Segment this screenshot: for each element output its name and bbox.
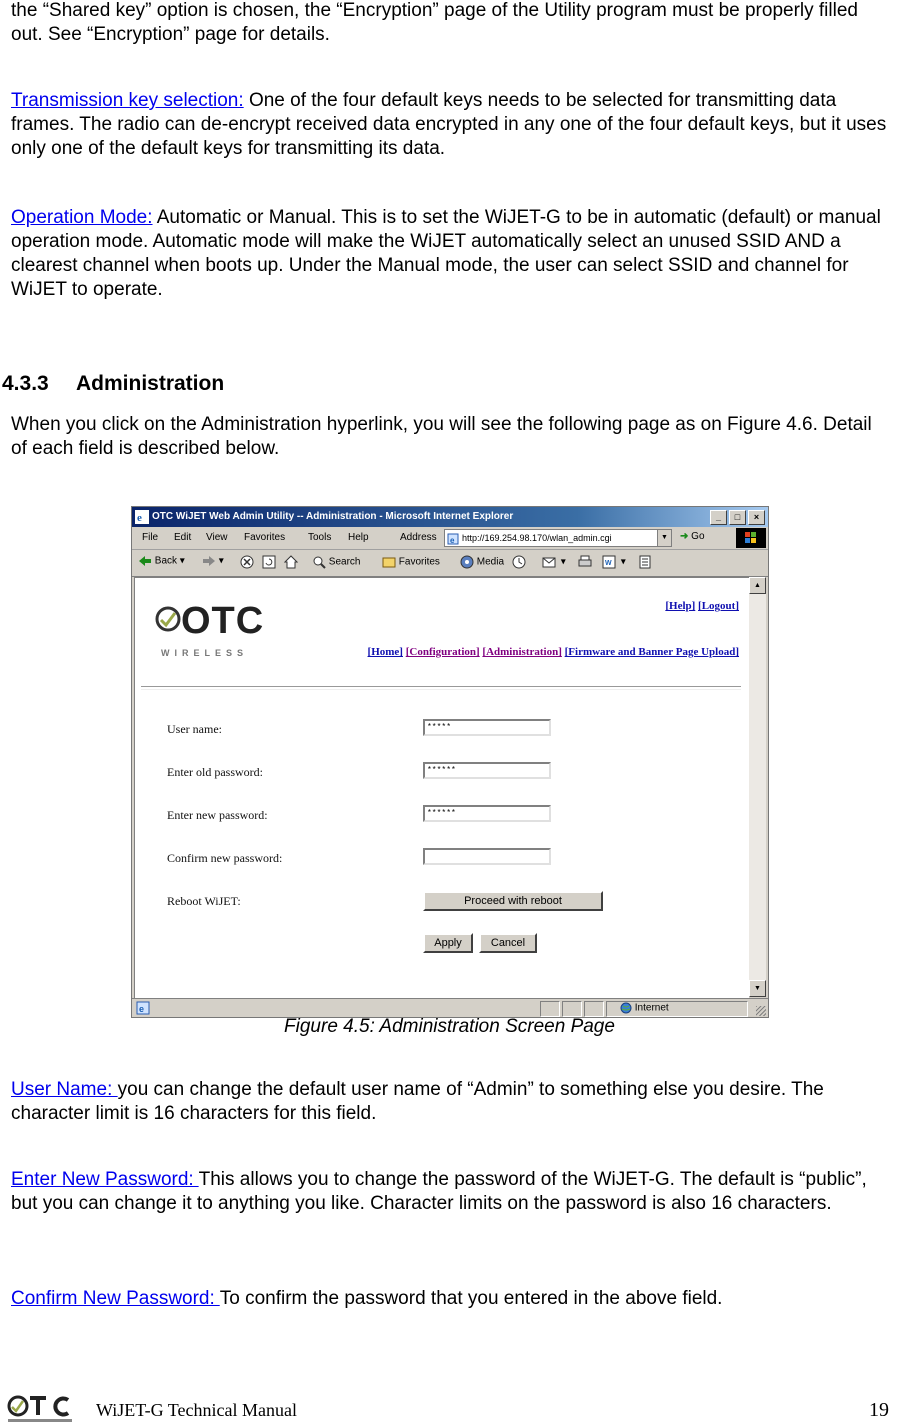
nav-firmware-link[interactable]: [Firmware and Banner Page Upload]	[564, 646, 739, 658]
user-name-term: User Name:	[11, 1079, 118, 1100]
status-zone	[620, 1002, 669, 1014]
menu-bar	[132, 527, 768, 550]
back-button[interactable]: Back ▾	[138, 555, 185, 567]
discuss-button[interactable]	[638, 555, 652, 569]
menu-tools[interactable]: Tools	[308, 532, 332, 543]
search-button[interactable]	[312, 555, 360, 569]
maximize-button[interactable]: □	[729, 510, 746, 525]
nav-links	[368, 646, 739, 658]
user-name-input[interactable]: *****	[423, 719, 551, 736]
nav-configuration-link[interactable]: [Configuration]	[405, 646, 480, 658]
back-label: Back	[154, 555, 178, 567]
section-title: Administration	[76, 372, 225, 395]
confirm-password-term: Confirm New Password:	[11, 1288, 220, 1309]
new-password-label: Enter new password:	[167, 808, 268, 822]
user-name-paragraph	[11, 1078, 891, 1126]
browser-titlebar	[132, 507, 768, 527]
address-dropdown-icon[interactable]: ▼	[657, 530, 671, 546]
globe-icon	[620, 1002, 632, 1014]
tx-key-term: Transmission key selection:	[11, 90, 244, 111]
section-heading	[2, 372, 224, 396]
stop-button[interactable]	[240, 555, 254, 569]
user-name-label: User name:	[167, 722, 222, 736]
forward-button[interactable]: ▾	[202, 555, 224, 567]
print-icon	[578, 555, 592, 569]
cancel-button[interactable]: Cancel	[479, 933, 537, 953]
history-button[interactable]	[512, 555, 526, 569]
home-icon	[284, 555, 298, 569]
mail-button[interactable]: ▾	[542, 555, 566, 569]
discuss-icon	[638, 555, 652, 569]
status-cell	[584, 1001, 604, 1017]
go-button[interactable]	[680, 531, 705, 542]
minimize-button[interactable]: _	[710, 510, 727, 525]
reboot-label: Reboot WiJET:	[167, 894, 241, 908]
svg-text:W: W	[605, 560, 612, 567]
new-password-text: This allows you to change the password of the WiJET-G. The default is “public”, but you can change it to anything you like. Character limits on the password is also 16 characters.	[11, 1169, 867, 1214]
status-cell	[562, 1001, 582, 1017]
close-button[interactable]: ×	[748, 510, 765, 525]
page-viewport	[134, 577, 749, 998]
address-label: Address	[400, 532, 437, 543]
figure-caption: Figure 4.5: Administration Screen Page	[284, 1016, 615, 1037]
favorites-icon	[382, 555, 396, 569]
history-icon	[512, 555, 526, 569]
media-label: Media	[476, 556, 505, 568]
tx-key-text: One of the four default keys needs to be selected for transmitting data frames. The radio can de-encrypt received data encrypted in any one of the four default keys, but it uses only one of the default keys for transmitting its data.	[11, 90, 887, 159]
scroll-up-icon[interactable]: ▲	[749, 577, 766, 594]
edit-button[interactable]: W ▾	[602, 555, 626, 569]
old-password-input[interactable]: ******	[423, 762, 551, 779]
address-input[interactable]	[444, 529, 672, 547]
stop-icon	[240, 555, 254, 569]
refresh-button[interactable]	[262, 555, 276, 569]
otc-logo-subtitle: WIRELESS	[161, 648, 249, 658]
nav-home-link[interactable]: [Home]	[367, 646, 403, 658]
otc-logo-wordmark: OTC	[181, 600, 265, 642]
op-mode-text: Automatic or Manual. This is to set the WiJET-G to be in automatic (default) or manual operation mode. Automatic mode will make the WiJET automatically select an unused SSID AND a clearest channel when boots up. Under the Manual mode, the user can select SSID and channel for WiJET to operate.	[11, 207, 881, 300]
otc-globe-icon	[155, 606, 181, 632]
edit-icon	[602, 555, 618, 569]
logout-link[interactable]: [Logout]	[698, 600, 739, 612]
shared-key-paragraph: the “Shared key” option is chosen, the “Encryption” page of the Utility program must be properly filled out. See “Encryption” page for details.	[11, 0, 858, 45]
windows-logo-icon	[736, 528, 766, 548]
scroll-down-icon[interactable]: ▼	[749, 980, 766, 997]
page-number: 19	[869, 1399, 889, 1421]
footer-otc-logo	[6, 1393, 78, 1425]
menu-edit[interactable]: Edit	[174, 532, 192, 543]
home-button[interactable]	[284, 555, 298, 569]
section-number: 4.3.3	[2, 372, 49, 395]
media-icon	[460, 555, 474, 569]
menu-view[interactable]: View	[206, 532, 228, 543]
media-button[interactable]	[460, 555, 504, 569]
mail-icon	[542, 555, 558, 569]
status-page-icon	[136, 1001, 150, 1015]
old-password-label: Enter old password:	[167, 765, 263, 779]
new-password-term: Enter New Password:	[11, 1169, 199, 1190]
search-label: Search	[328, 556, 361, 568]
new-password-input[interactable]: ******	[423, 805, 551, 822]
browser-title: OTC WiJET Web Admin Utility -- Administration - Microsoft Internet Explorer	[152, 511, 514, 522]
svg-text:e: e	[137, 512, 142, 524]
top-links	[665, 600, 739, 612]
otc-logo-text	[181, 600, 264, 643]
apply-button[interactable]: Apply	[423, 933, 473, 953]
browser-toolbar	[132, 550, 768, 577]
reboot-button[interactable]: Proceed with reboot	[423, 891, 603, 911]
status-bar	[132, 998, 768, 1018]
page-divider	[141, 686, 741, 690]
ie-icon	[135, 510, 149, 524]
confirm-password-label: Confirm new password:	[167, 851, 283, 865]
op-mode-paragraph	[11, 206, 891, 302]
help-link[interactable]: [Help]	[665, 600, 696, 612]
menu-help[interactable]: Help	[348, 532, 369, 543]
section-intro: When you click on the Administration hyperlink, you will see the following page as on Figure 4.6. Detail of each field is described below.	[11, 414, 872, 459]
vertical-scrollbar[interactable]	[749, 577, 766, 997]
user-name-text: you can change the default user name of “Admin” to something else you desire. The character limit is 16 characters for this field.	[11, 1079, 824, 1124]
address-url: http://169.254.98.170/wlan_admin.cgi	[462, 533, 612, 543]
search-icon	[312, 555, 326, 569]
status-cell	[540, 1001, 560, 1017]
page-icon	[447, 533, 459, 545]
svg-text:e: e	[139, 1004, 145, 1014]
footer-title: WiJET-G Technical Manual	[96, 1400, 297, 1420]
menu-file[interactable]: File	[142, 532, 159, 543]
go-arrow-icon: ➜	[680, 531, 689, 542]
status-zone-label: Internet	[634, 1002, 669, 1014]
favorites-button[interactable]	[382, 555, 440, 569]
svg-text:e: e	[450, 535, 455, 545]
refresh-icon	[262, 555, 276, 569]
go-label: Go	[691, 531, 705, 542]
confirm-password-text: To confirm the password that you entered in the above field.	[219, 1288, 723, 1309]
print-button[interactable]	[578, 555, 592, 569]
new-password-paragraph	[11, 1168, 891, 1216]
nav-administration-link[interactable]: [Administration]	[482, 646, 562, 658]
confirm-password-paragraph	[11, 1287, 891, 1311]
op-mode-term: Operation Mode:	[11, 207, 153, 228]
menu-favorites[interactable]: Favorites	[244, 532, 286, 543]
confirm-password-input[interactable]	[423, 848, 551, 865]
forward-arrow-icon	[202, 555, 216, 567]
back-arrow-icon	[138, 555, 152, 567]
browser-screenshot	[131, 506, 769, 1018]
resize-grip-icon[interactable]	[756, 1006, 766, 1016]
tx-key-paragraph	[11, 89, 891, 161]
favorites-label: Favorites	[398, 556, 440, 568]
